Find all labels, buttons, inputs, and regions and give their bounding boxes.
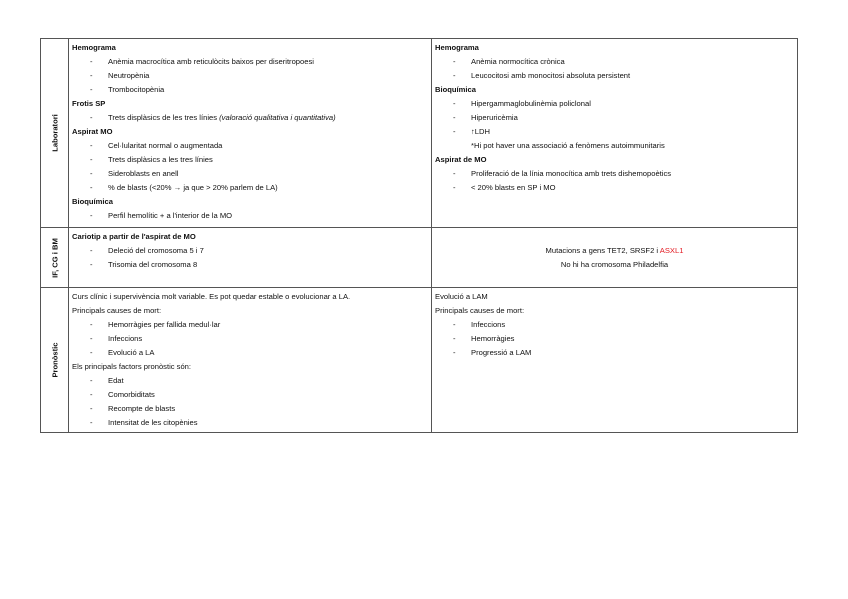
list-item-text: Anèmia normocítica crònica — [471, 57, 565, 66]
section-heading: Hemograma — [72, 43, 116, 52]
list-item — [435, 69, 794, 83]
list-item — [435, 97, 794, 111]
row-pronostic — [41, 288, 798, 433]
bullet-dash: - — [90, 169, 93, 178]
bullet-dash: - — [453, 334, 456, 343]
bullet-dash: - — [90, 260, 93, 269]
bullet-dash: - — [453, 127, 456, 136]
row-header-laboratori — [41, 39, 69, 228]
list-item — [72, 318, 428, 332]
mutations-line: Mutacions a gens TET2, SRSF2 i ASXL1 — [545, 245, 684, 255]
philadelphia-line: No hi ha cromosoma Philadelfia — [560, 259, 669, 269]
list-item — [72, 153, 428, 167]
list-item-text: Trets displàsics a les tres línies — [108, 155, 213, 164]
list-item-text: Anèmia macrocítica amb reticulòcits baixos per diseritropoesi — [108, 57, 314, 66]
list-item-text: Sideroblasts en anell — [108, 169, 179, 178]
list-item — [435, 346, 794, 360]
list-item — [72, 332, 428, 346]
paragraph-line: Principals causes de mort: — [435, 306, 525, 315]
list-item-text: Cel·lularitat normal o augmentada — [108, 141, 223, 150]
list-item-text: Hemorràgies per fallida medul·lar — [108, 320, 221, 329]
section-heading: Bioquímica — [435, 85, 476, 94]
list-item — [72, 167, 428, 181]
comparison-table — [40, 38, 798, 433]
note-line: *Hi pot haver una associació a fenòmens autoimmunitaris — [471, 141, 665, 150]
cell-laboratori-left — [69, 39, 432, 228]
list-item — [72, 416, 428, 430]
bullet-dash: - — [90, 71, 93, 80]
bullet-dash: - — [90, 113, 93, 122]
list-item — [72, 83, 428, 97]
row-header-label: Pronòstic — [50, 342, 59, 378]
bullet-dash: - — [453, 57, 456, 66]
list-item — [72, 69, 428, 83]
row-laboratori — [41, 39, 798, 228]
list-item-text: ↑LDH — [471, 127, 490, 136]
list-item-text: Evolució a LA — [108, 348, 155, 357]
row-if-cg-bm — [41, 228, 798, 288]
list-item-text: Deleció del cromosoma 5 i 7 — [108, 246, 204, 255]
bullet-dash: - — [90, 211, 93, 220]
list-item-text: Trisomia del cromosoma 8 — [108, 260, 198, 269]
paragraph-line: Curs clínic i supervivència molt variable. Es pot quedar estable o evolucionar a LA. — [72, 292, 351, 301]
list-item — [72, 258, 428, 272]
row-header-label: Laboratori — [50, 114, 59, 152]
list-item-text: % de blasts (<20% → ja que > 20% parlem de LA) — [108, 183, 278, 192]
bullet-dash: - — [90, 320, 93, 329]
asxl1-highlight: ASXL1 — [659, 245, 684, 255]
list-item — [72, 111, 428, 125]
paragraph-line: Els principals factors pronòstic són: — [72, 362, 192, 371]
bullet-dash: - — [453, 348, 456, 357]
list-item — [72, 55, 428, 69]
section-heading: Cariotip a partir de l'aspirat de MO — [72, 232, 196, 241]
bullet-dash: - — [90, 246, 93, 255]
list-item-text: Infeccions — [108, 334, 143, 343]
bullet-dash: - — [90, 141, 93, 150]
cell-cg-right — [432, 228, 798, 288]
list-item-text: Proliferació de la línia monocítica amb trets dishemopoètics — [471, 169, 672, 178]
bullet-dash: - — [453, 320, 456, 329]
list-item — [72, 209, 428, 223]
bullet-dash: - — [90, 155, 93, 164]
row-header-pronostic — [41, 288, 69, 433]
list-item — [435, 111, 794, 125]
list-item — [435, 181, 794, 195]
list-item-text: < 20% blasts en SP i MO — [471, 183, 556, 192]
emphasis-note: (valoració qualitativa i quantitativa) — [219, 113, 336, 122]
list-item — [72, 181, 428, 195]
row-header-if-cg-bm — [41, 228, 69, 288]
cell-cg-left — [69, 228, 432, 288]
section-heading: Aspirat MO — [72, 127, 113, 136]
section-heading: Hemograma — [435, 43, 479, 52]
list-item — [72, 346, 428, 360]
list-item — [435, 167, 794, 181]
bullet-dash: - — [453, 99, 456, 108]
cell-pronostic-right — [432, 288, 798, 433]
row-header-label: IF, CG i BM — [50, 237, 59, 278]
bullet-dash: - — [453, 169, 456, 178]
list-item-text: Hemorràgies — [471, 334, 515, 343]
list-item-text: Edat — [108, 376, 124, 385]
bullet-dash: - — [453, 113, 456, 122]
list-item-text: Intensitat de les citopènies — [108, 418, 198, 427]
bullet-dash: - — [90, 85, 93, 94]
section-heading: Frotis SP — [72, 99, 106, 108]
list-item-text: Trets displàsics de les tres línies — [108, 113, 218, 122]
list-item — [72, 139, 428, 153]
bullet-dash: - — [90, 404, 93, 413]
list-item-text: Infeccions — [471, 320, 506, 329]
list-item — [72, 388, 428, 402]
list-item — [72, 402, 428, 416]
list-item-text: Perfil hemolític + a l'interior de la MO — [108, 211, 233, 220]
bullet-dash: - — [90, 390, 93, 399]
list-item — [435, 125, 794, 139]
list-item — [72, 244, 428, 258]
bullet-dash: - — [90, 418, 93, 427]
section-heading: Bioquímica — [72, 197, 113, 206]
list-item-text: Recompte de blasts — [108, 404, 176, 413]
list-item — [435, 332, 794, 346]
bullet-dash: - — [453, 183, 456, 192]
bullet-dash: - — [90, 376, 93, 385]
cell-pronostic-left — [69, 288, 432, 433]
bullet-dash: - — [90, 183, 93, 192]
paragraph-line: Evolució a LAM — [435, 292, 488, 301]
bullet-dash: - — [90, 334, 93, 343]
section-heading: Aspirat de MO — [435, 155, 487, 164]
cell-laboratori-right — [432, 39, 798, 228]
list-item-text: Comorbiditats — [108, 390, 155, 399]
list-item-text: Neutropènia — [108, 71, 150, 80]
bullet-dash: - — [90, 348, 93, 357]
list-item-text: Trombocitopènia — [108, 85, 165, 94]
list-item-text: Progressió a LAM — [471, 348, 532, 357]
list-item — [435, 55, 794, 69]
list-item — [72, 374, 428, 388]
list-item — [435, 318, 794, 332]
bullet-dash: - — [90, 57, 93, 66]
paragraph-line: Principals causes de mort: — [72, 306, 162, 315]
list-item-text: Hipergammaglobulinèmia policlonal — [471, 99, 591, 108]
list-item-text: Leucocitosi amb monocitosi absoluta persistent — [471, 71, 631, 80]
bullet-dash: - — [453, 71, 456, 80]
list-item-text: Hiperuricèmia — [471, 113, 518, 122]
